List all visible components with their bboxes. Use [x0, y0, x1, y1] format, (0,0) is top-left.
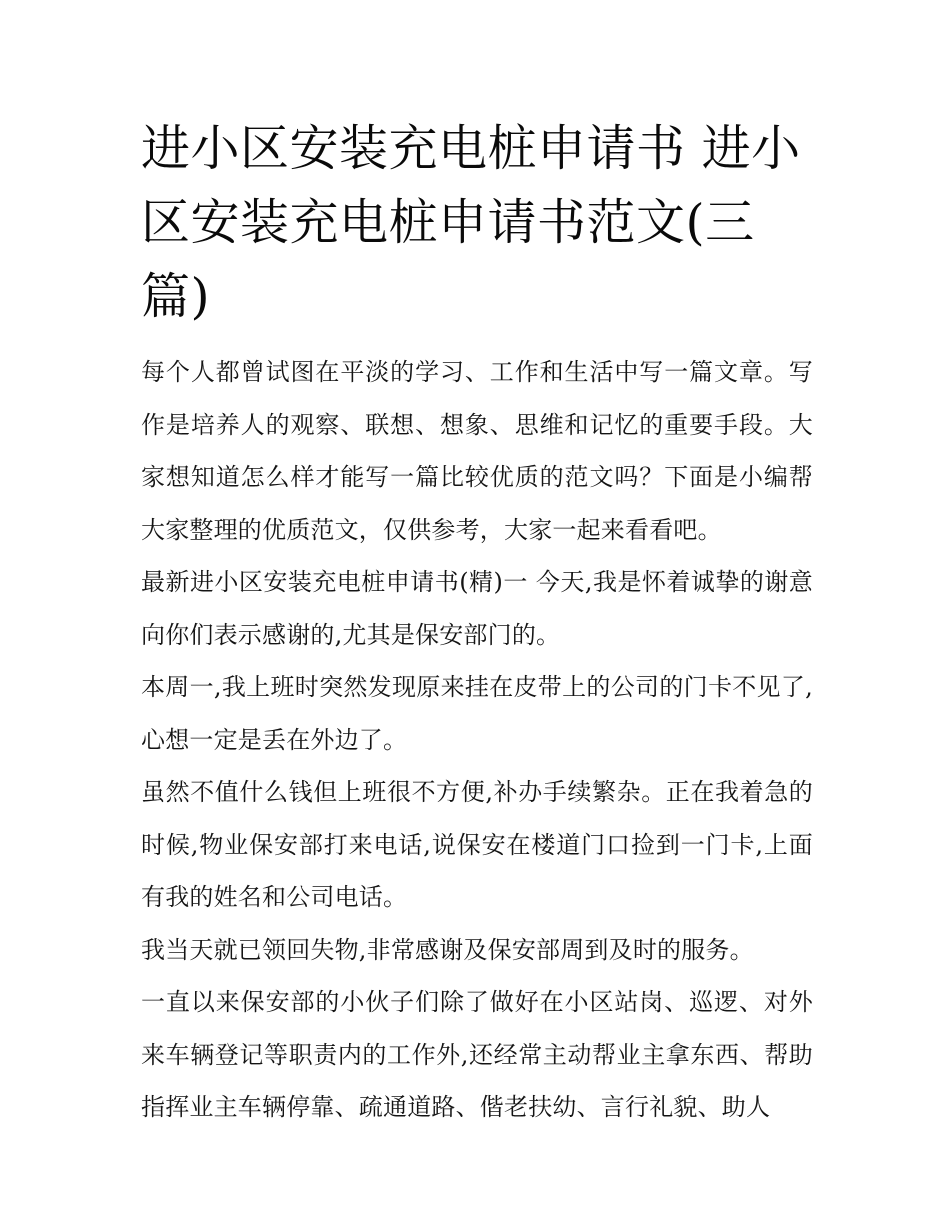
document-title: 进小区安装充电桩申请书 进小区安装充电桩申请书范文(三篇) [141, 120, 801, 325]
paragraph-thanks: 最新进小区安装充电桩申请书(精)一 今天,我是怀着诚挚的谢意向你们表示感谢的,尤其是保安部门的。 [141, 568, 813, 649]
paragraph-security-duties: 一直以来保安部的小伙子们除了做好在小区站岗、巡逻、对外来车辆登记等职责内的工作外,还经常主动帮业主拿东西、帮助指挥业主车辆停靠、疏通道路、偕老扶幼、言行礼貌、助人 [141, 988, 813, 1121]
paragraph-retrieved: 我当天就已领回失物,非常感谢及保安部周到及时的服务。 [141, 935, 754, 964]
document-page [141, 112, 813, 1134]
paragraph-intro: 每个人都曾试图在平淡的学习、工作和生活中写一篇文章。写作是培养人的观察、联想、想象、思维和记忆的重要手段。大家想知道怎么样才能写一篇比较优质的范文吗？下面是小编帮大家整理的优质范文，仅供参考，大家一起来看看吧。 [141, 358, 813, 544]
paragraph-lost-card: 本周一,我上班时突然发现原来挂在皮带上的公司的门卡不见了,心想一定是丢在外边了。 [141, 673, 813, 754]
paragraph-found-card: 虽然不值什么钱但上班很不方便,补办手续繁杂。正在我着急的时候,物业保安部打来电话,说保安在楼道门口捡到一门卡,上面有我的姓名和公司电话。 [141, 778, 813, 911]
